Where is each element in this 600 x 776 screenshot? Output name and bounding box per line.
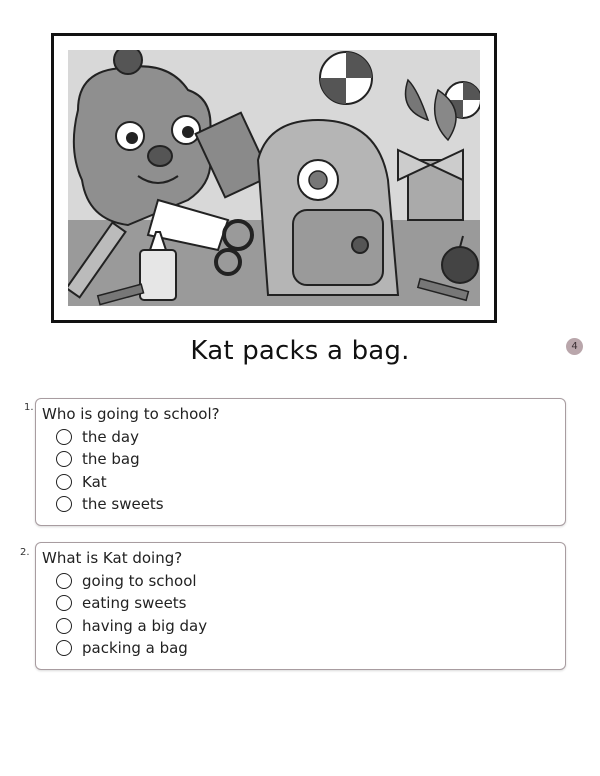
answer-option[interactable]: [56, 616, 207, 636]
question-text: Who is going to school?: [42, 405, 220, 423]
page-number-badge: 4: [566, 338, 583, 355]
story-sentence: Kat packs a bag.: [190, 336, 410, 366]
answer-option[interactable]: [56, 593, 187, 613]
radio-button[interactable]: [56, 618, 72, 634]
answer-option[interactable]: [56, 427, 139, 447]
radio-button[interactable]: [56, 640, 72, 656]
option-label: packing a bag: [82, 639, 188, 657]
answer-option[interactable]: [56, 449, 140, 469]
radio-button[interactable]: [56, 496, 72, 512]
option-label: the sweets: [82, 495, 164, 513]
option-label: the day: [82, 428, 139, 446]
answer-option[interactable]: [56, 638, 188, 658]
option-label: Kat: [82, 473, 107, 491]
answer-option[interactable]: [56, 571, 197, 591]
answer-option[interactable]: [56, 472, 107, 492]
story-illustration-frame: [51, 33, 497, 323]
option-label: having a big day: [82, 617, 208, 635]
radio-button[interactable]: [56, 573, 72, 589]
question-number: 2.: [20, 547, 30, 558]
option-label: eating sweets: [82, 594, 187, 612]
radio-button[interactable]: [56, 451, 72, 467]
question-card: [35, 398, 566, 526]
option-label: the bag: [82, 450, 140, 468]
question-number: 1.: [24, 402, 34, 413]
question-text: What is Kat doing?: [42, 549, 183, 567]
option-label: going to school: [82, 572, 197, 590]
radio-button[interactable]: [56, 595, 72, 611]
answer-option[interactable]: [56, 494, 164, 514]
radio-button[interactable]: [56, 474, 72, 490]
school-supplies-illustration: [68, 50, 480, 306]
question-card: [35, 542, 566, 670]
radio-button[interactable]: [56, 429, 72, 445]
